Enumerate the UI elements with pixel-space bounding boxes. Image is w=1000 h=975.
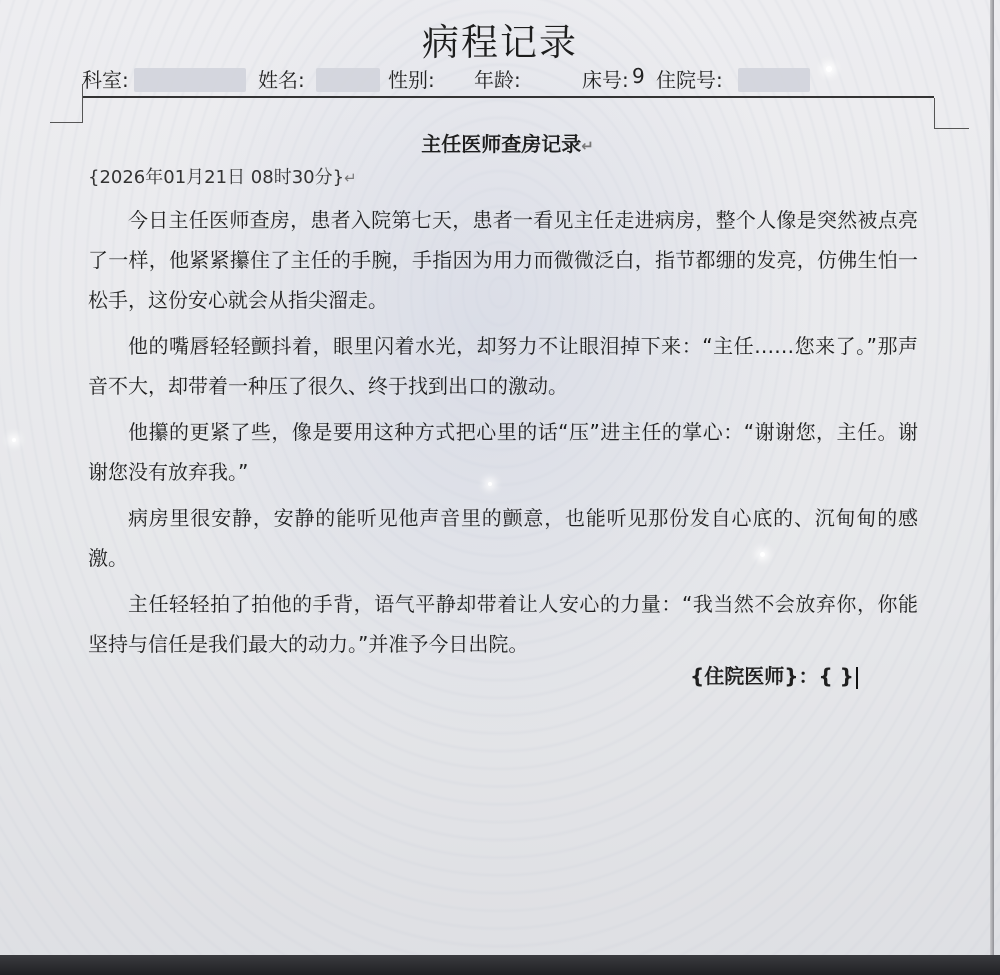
bed-label: 床号:	[582, 68, 629, 92]
header-rule	[82, 96, 934, 98]
section-title-text: 主任医师查房记录	[421, 132, 582, 156]
paragraph-mark-icon: ↵	[344, 169, 357, 187]
paragraph: 今日主任医师查房，患者入院第七天，患者一看见主任走进病房，整个人像是突然被点亮了一样，他紧紧攥住了主任的手腕，手指因为用力而微微泛白，指节都绷的发亮，仿佛生怕一松手，这份安心就会从指尖溜走。	[88, 208, 918, 312]
page-title: 病程记录	[422, 21, 578, 64]
name-redacted	[316, 68, 380, 92]
paragraph: 主任轻轻拍了拍他的手背，语气平静却带着让人安心的力量：“我当然不会放弃你，你能坚持与信任是我们最大的动力。”并准予今日出院。	[88, 592, 918, 656]
glare-sparkle	[12, 438, 16, 442]
section-title	[0, 128, 1000, 157]
margin-mark-right	[934, 98, 969, 129]
bottom-bezel	[0, 955, 1000, 975]
admission-no-redacted	[738, 68, 810, 92]
paragraph: 病房里很安静，安静的能听见他声音里的颤意，也能听见那份发自心底的、沉甸甸的感激。	[88, 506, 918, 570]
text-cursor	[856, 667, 858, 689]
department-redacted	[134, 68, 246, 92]
glare-sparkle	[488, 482, 492, 486]
signature-line[interactable]	[690, 660, 858, 689]
glare-sparkle	[760, 552, 765, 557]
age-label: 年龄:	[474, 68, 521, 92]
department-label: 科室:	[82, 68, 129, 92]
sex-label: 性别:	[388, 68, 435, 92]
record-datetime-text: {2026年01月21日 08时30分}	[88, 167, 345, 188]
record-datetime	[88, 163, 357, 189]
paragraph: 他攥的更紧了些，像是要用这种方式把心里的话“压”进主任的掌心：“谢谢您，主任。谢谢您没有放弃我。”	[88, 420, 918, 484]
admission-no-label: 住院号:	[656, 68, 723, 92]
record-body[interactable]	[88, 200, 918, 670]
paragraph: 他的嘴唇轻轻颤抖着，眼里闪着水光，却努力不让眼泪掉下来：“主任……您来了。”那声音不大，却带着一种压了很久、终于找到出口的激动。	[88, 334, 918, 398]
patient-header	[82, 64, 942, 94]
signature-label: {住院医师}：{ }	[690, 664, 854, 688]
name-label: 姓名:	[258, 68, 305, 92]
paragraph-mark-icon: ↵	[581, 137, 594, 155]
margin-mark-left	[50, 84, 83, 123]
bed-value: 9	[632, 64, 645, 88]
glare-sparkle	[826, 66, 832, 72]
